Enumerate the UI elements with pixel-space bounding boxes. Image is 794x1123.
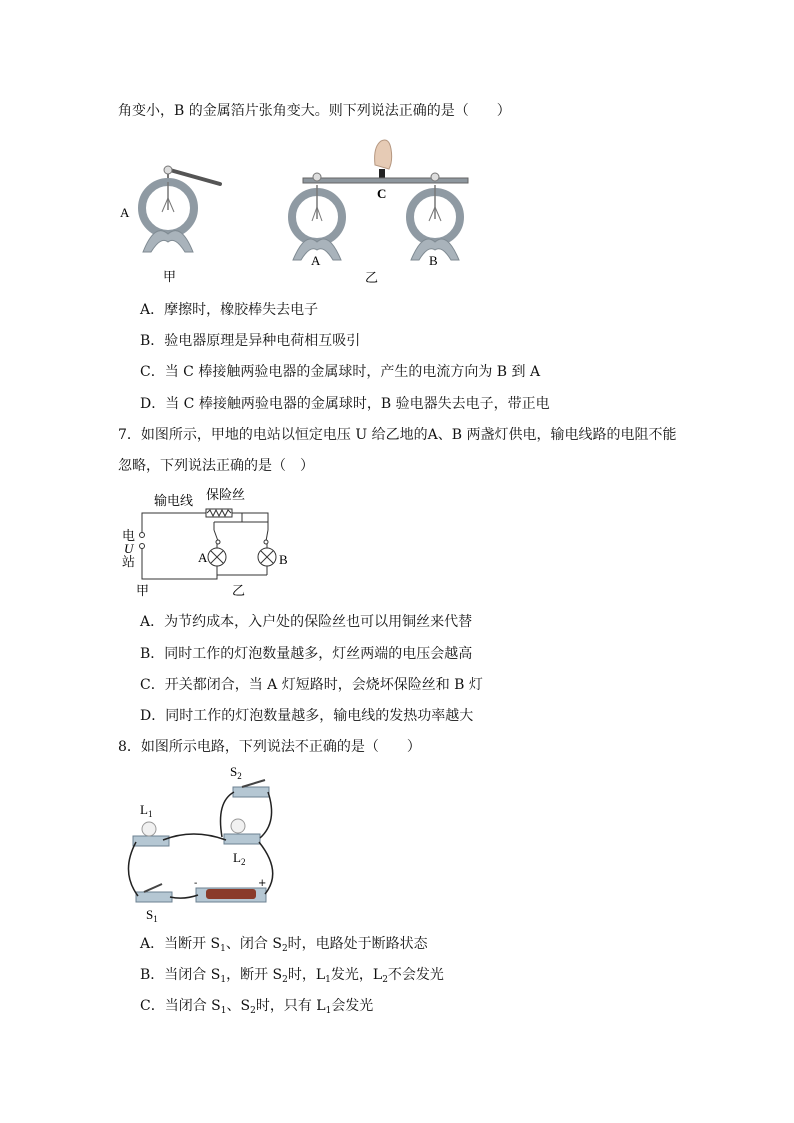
- fig-yi-label-A: A: [311, 253, 321, 268]
- label-transmission-wire: 输电线: [154, 493, 194, 508]
- label-L1: $L_1$: [140, 802, 153, 819]
- lamp-L2-base: [224, 834, 260, 844]
- lamp-L1-base: [133, 836, 169, 846]
- circuit-board-figure: [118, 762, 288, 922]
- metal-ball: [164, 166, 172, 174]
- label-S2: $S_2$: [230, 764, 242, 781]
- label-L2: $L_2$: [233, 850, 246, 867]
- label-lamp-B: B: [279, 552, 288, 567]
- q8-option-c: C．当闭合 $S_1$、$S_2$时，只有 $L_1$会发光: [140, 998, 374, 1016]
- label-S1: $S_1$: [146, 907, 158, 922]
- q6-stem-tail: 角变小，B 的金属箔片张角变大。则下列说法正确的是（ ）: [118, 103, 511, 119]
- battery-plus: +: [258, 878, 267, 889]
- electroscope-figure-yi: [285, 135, 480, 285]
- metal-rod-c: [303, 178, 468, 183]
- bulb-L1-icon: [142, 822, 156, 836]
- label-voltage-U: U: [124, 541, 134, 556]
- electroscope-base: [143, 231, 193, 252]
- q6-option-d: D．当 C 棒接触两验电器的金属球时，B 验电器失去电子，带正电: [140, 396, 550, 412]
- q8-option-b: B．当闭合 $S_1$，断开 $S_2$时，$L_1$发光，$L_2$不会发光: [140, 967, 444, 985]
- q7-option-d: D．同时工作的灯泡数量越多，输电线的发热功率越大: [140, 708, 474, 724]
- label-fuse: 保险丝: [206, 487, 246, 502]
- q7-stem-line2: 忽略，下列说法正确的是（ ）: [118, 458, 314, 474]
- fig-yi-caption: 乙: [365, 270, 379, 285]
- hand-icon: [375, 140, 392, 169]
- label-jia: 甲: [136, 583, 150, 598]
- q6-option-a: A．摩擦时，橡胶棒失去电子: [140, 302, 319, 318]
- power-line-circuit-figure: [118, 485, 298, 600]
- q8-option-a: A．当断开 $S_1$、闭合 $S_2$时，电路处于断路状态: [140, 936, 428, 954]
- battery-icon: [206, 889, 256, 899]
- fig-yi-label-B: B: [429, 253, 438, 268]
- switch-S2-icon: [233, 787, 269, 797]
- label-station-2: 站: [122, 554, 136, 569]
- label-yi: 乙: [232, 583, 246, 598]
- battery-minus: -: [194, 878, 198, 889]
- q6-option-c: C．当 C 棒接触两验电器的金属球时，产生的电流方向为 B 到 A: [140, 364, 541, 380]
- q6-option-b: B．验电器原理是异种电荷相互吸引: [140, 333, 361, 349]
- q7-option-c: C．开关都闭合，当 A 灯短路时，会烧坏保险丝和 B 灯: [140, 677, 483, 693]
- fig-jia-label-A: A: [120, 205, 130, 220]
- q8-stem: 8．如图所示电路，下列说法不正确的是（ ）: [118, 739, 421, 755]
- label-lamp-A: A: [198, 550, 208, 565]
- q7-option-a: A．为节约成本，入户处的保险丝也可以用铜丝来代替: [140, 614, 473, 630]
- q7-stem-line1: 7．如图所示，甲地的电站以恒定电压 U 给乙地的A、B 两盏灯供电，输电线路的电阻不能: [118, 427, 677, 443]
- bulb-L2-icon: [231, 819, 245, 833]
- electroscope-figure-jia: [115, 160, 230, 290]
- rod-label-C: C: [377, 186, 387, 201]
- label-station-1: 电: [122, 528, 136, 543]
- switch-S1-icon: [136, 892, 172, 902]
- fig-jia-caption: 甲: [163, 269, 177, 284]
- q7-option-b: B．同时工作的灯泡数量越多，灯丝两端的电压会越高: [140, 646, 473, 662]
